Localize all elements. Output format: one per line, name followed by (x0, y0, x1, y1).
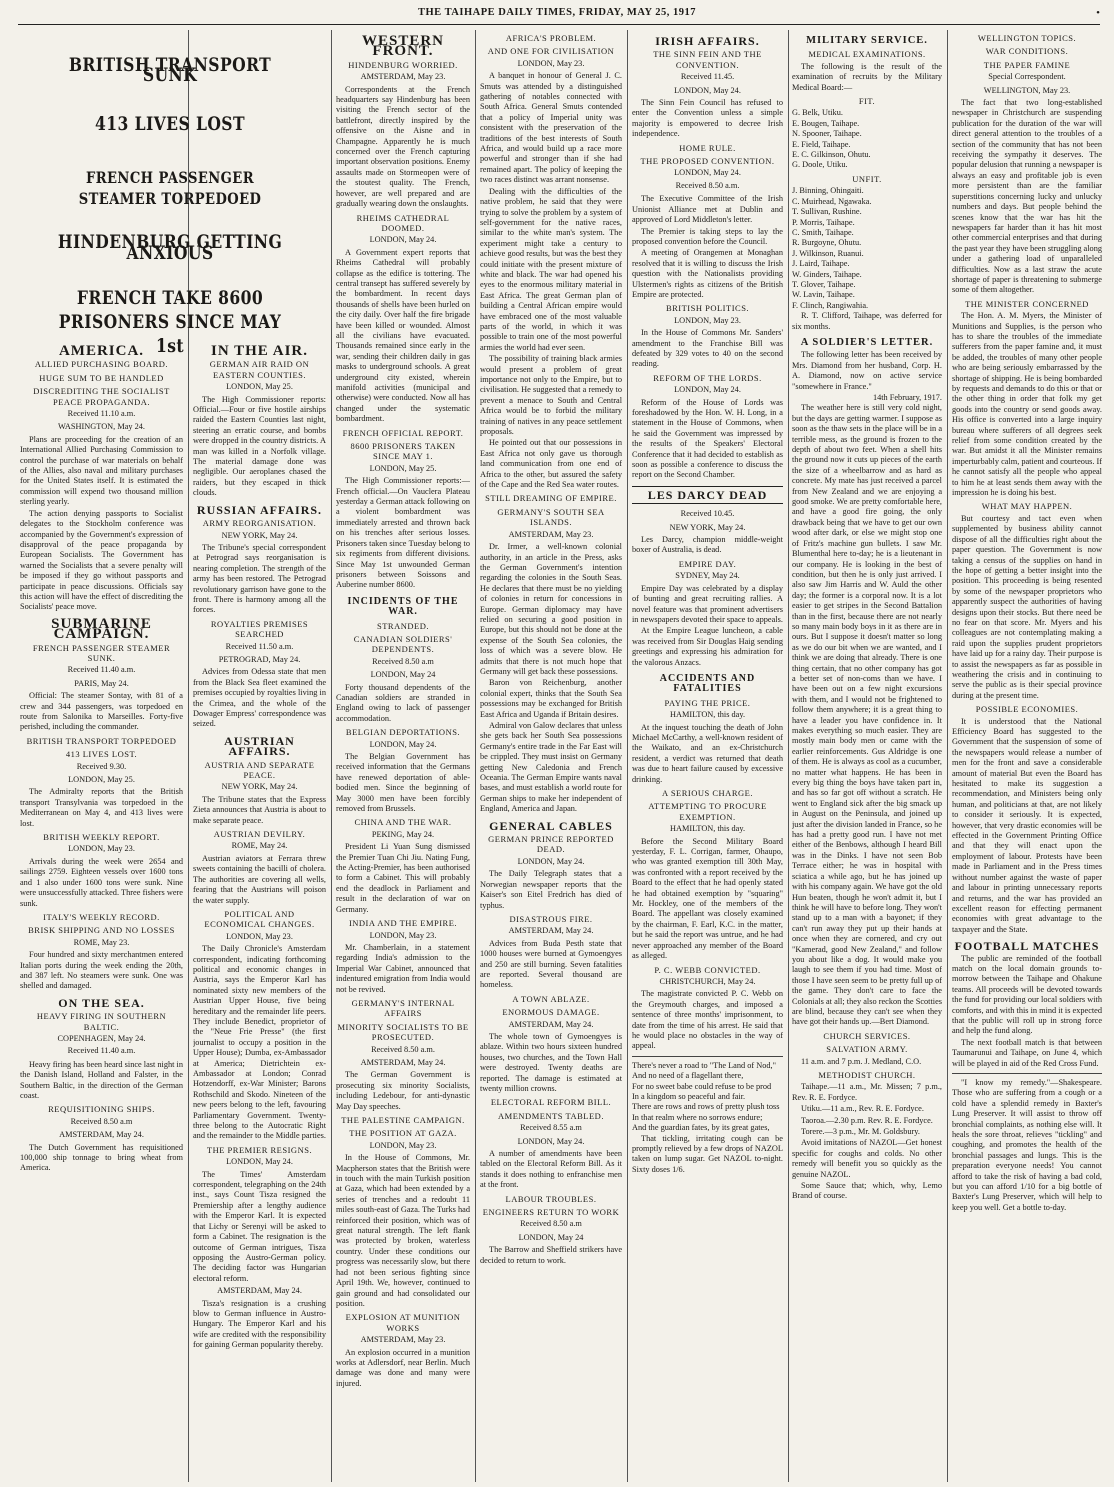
incidents-dateline: LONDON, May 24 (370, 670, 436, 680)
cables-sub2: DISASTROUS FIRE. (509, 913, 593, 924)
wellington-dateline: WELLINGTON, May 23. (983, 85, 1071, 95)
incidents-dateline2: LONDON, May 24. (369, 739, 437, 749)
incidents-p5: The German Government is prosecuting six minority Socialists, including Ledebour, for anti-dynastic May Day speeches. (336, 1070, 470, 1111)
sea-received2: Received 8.50 a.m (70, 1116, 133, 1126)
submarine-sub6: BRISK SHIPPING AND NO LOSSES (28, 925, 175, 936)
church-p6: Avoid imitations of NAZOL—Get honest specific for coughs and colds. No other remedy will benefit you so quickly as the genuine NAZOL. (792, 1138, 942, 1179)
unfit-item: J. Wilkinson, Ruanui. (792, 248, 864, 258)
austrian-sub2: AUSTRIAN DEVILRY. (213, 829, 306, 840)
africa-p2: Dealing with the difficulties of the native problem, he said that they were trying to solve the problem by a system of self-government for the native races, similar to the white man's system. The experiment might take a century to achieve good results, but was the best they could initiate with the present mixture of white and black. The war had opened his eyes to the enormous military material in East Africa. The great German plan of building a Central African empire would have embraced one of the most valuable parts of the world, in which it was possible to train one of the most powerful armies the world had ever seen. (480, 186, 622, 352)
africa-dateline: LONDON, May 23. (517, 58, 585, 68)
irish-p4: A meeting of Orangemen at Monaghan resolved that it is willing to discuss the Irish question with the Nationalists providing Ulstermen's rights as citizens of the British Empire are protected. (632, 248, 783, 299)
irish-p3: The Premier is taking steps to lay the proposed convention before the Council. (632, 226, 783, 246)
sea-received: Received 11.40 a.m. (67, 1046, 136, 1056)
column-rule (475, 30, 476, 1482)
incidents-dateline5: AMSTERDAM, May 24. (360, 1057, 446, 1067)
football-p2: The next football match is that between Taumarunui and Taihape, on June 4, which will be played in aid of the Red Cross Fund. (952, 1037, 1102, 1068)
masthead-title: THE TAIHAPE DAILY TIMES, FRIDAY, MAY 25, 1917 (417, 7, 697, 18)
accidents-p1: At the inquest touching the death of John Michael McCarthy, a well-known resident of the Waikato, and an ex-Christchurch resident, a verdict was returned that death was due to heart failure caused by excessive drinking. (632, 722, 783, 784)
poem-line-3: For no sweet babe could refuse to be prod (632, 1081, 772, 1091)
fit-item: G. Belk, Utiku. (792, 108, 843, 118)
western-dateline3: LONDON, May 25. (369, 463, 437, 473)
austrian-dateline4: LONDON, May 24. (226, 1157, 293, 1167)
irish-dateline: LONDON, May 24. (674, 85, 741, 95)
austrian-dateline: NEW YORK, May 24. (221, 782, 298, 792)
cables-p5: The Barrow and Sheffield strikers have decided to return to work. (480, 1245, 622, 1265)
austrian-p4: The Times' Amsterdam correspondent, telegraphing on the 24th inst., says Count Tisza resigned the Premiership after a lengthy audience with the Emperor Karl. It is expected that Lichy or Serenyi will be asked to form a Cabinet. The resignation is the outcome of German intrigues, Tisza opposing the Austro-German policy. The deciding factor was Hungarian electoral reform. (193, 1169, 326, 1283)
cables-p3: The whole town of Gymoengyes is ablaze. Within two hours sixteen hundred houses, two churches, and the Town Hall were destroyed. Twenty deaths are reported. The damage is estimated at twenty million crowns. (480, 1031, 622, 1093)
accidents-sub4: P. C. WEBB CONVICTED. (654, 964, 761, 975)
column-2 (193, 340, 326, 1482)
africa-heading: AFRICA'S PROBLEM. (505, 33, 597, 43)
unfit-heading: UNFIT. (852, 173, 882, 184)
irish-heading: IRISH AFFAIRS. (655, 34, 760, 48)
incidents-sub8: THE PALESTINE CAMPAIGN. (341, 1115, 465, 1125)
cables-p4: A number of amendments have been tabled on the Electoral Reform Bill. As it stands it does nothing to enfranchise men at the front. (480, 1149, 622, 1190)
accidents-sub1: PAYING THE PRICE. (664, 697, 751, 708)
submarine-sub3: 413 LIVES LOST. (65, 749, 138, 760)
russian-dateline2: PETROGRAD, May 24. (218, 654, 301, 664)
fit-item: N. Spooner, Taihape. (792, 129, 862, 139)
cables-received2: Received 8.50 a.m (520, 1219, 582, 1229)
church-heading: CHURCH SERVICES. (823, 1030, 911, 1041)
western-sub4: 8600 PRISONERS TAKEN SINCE MAY 1. (350, 441, 456, 462)
incidents-sub6: GERMANY'S INTERNAL AFFAIRS (351, 997, 455, 1019)
poem-line-5: There are rows and rows of pretty plush toss (632, 1102, 780, 1112)
darcy-heading: LES DARCY DEAD (647, 487, 768, 502)
military-p2: R. T. Clifford, Taihape, was deferred for six months. (792, 311, 942, 331)
western-sub1: HINDENBURG WORRIED. (348, 59, 458, 70)
darcy-dateline2: SYDNEY, May 24. (675, 571, 740, 581)
america-sub1: ALLIED PURCHASING BOARD. (34, 359, 169, 370)
page-mark: • (1096, 7, 1100, 19)
submarine-dateline: PARIS, May 24. (74, 678, 129, 688)
irish-p2: The Executive Committee of the Irish Unionist Alliance met at Dublin and approved of Lord Middleton's letter. (632, 194, 783, 225)
irish-p1: The Sinn Fein Council has refused to enter the Convention unless a simple majority is empowered to decree Irish independence. (632, 98, 783, 139)
incidents-received2: Received 8.50 a.m. (371, 1044, 435, 1054)
column-7 (952, 30, 1102, 1482)
unfit-item: T. Glover, Taihape. (792, 279, 856, 289)
cables-sub7: LABOUR TROUBLES. (505, 1193, 597, 1204)
cables-dateline5: LONDON, May 24 (518, 1232, 584, 1242)
america-heading: AMERICA. (58, 343, 145, 359)
fit-item: E. Bougen, Taihape. (792, 118, 860, 128)
incidents-sub10: EXPLOSION AT MUNITION WORKS (345, 1312, 461, 1333)
soldier-p1: The following letter has been received by Mrs. Diamond from her husband, Corp. H. A. Diamond, now on active service "somewhere in France." (792, 350, 942, 391)
church-p7: Some Sauce that; which, why, Lemo Brand of course. (792, 1181, 942, 1201)
austrian-dateline2: ROME, May 24. (231, 841, 288, 851)
russian-p1: The Tribune's special correspondent at Petrograd says reorganisation is nearing completion. The strength of the army has been restored. The Petrograd revolutionary garrison have gone to the front. There is harmony among all the forces. (193, 542, 326, 615)
incidents-dateline4: LONDON, May 23. (369, 930, 437, 940)
austrian-sub4: THE PREMIER RESIGNS. (206, 1144, 313, 1155)
wellington-sub5: WHAT MAY HAPPEN. (981, 501, 1073, 512)
headline-3: FRENCH PASSENGER STEAMER TORPEDOED (78, 168, 262, 209)
incidents-p6: In the House of Commons, Mr. Macpherson states that the British were in touch with the main Turkish position at Gaza, which had been extended by a series of trenches and a redoubt 11 miles south-east of Gaza. The Turks had reinforced their position, which was of great natural strength. The left flank was protected by broken, waterless country. Under these conditions our progress was necessarily slow, but there had not been serious fighting since April 19th. We, however, continued to gain ground and had consolidated our position. (336, 1153, 470, 1308)
irish-received: Received 11.45. (680, 72, 735, 82)
submarine-p2: The Admiralty reports that the British transport Transylvania was torpedoed in the Mediterranean on May 4, and 413 lives were lost. (20, 787, 183, 828)
western-dateline2: LONDON, May 24. (369, 235, 437, 245)
fit-item: E. Field, Taihape. (792, 139, 851, 149)
wellington-p2: The Hon. A. M. Myers, the Minister of Munitions and Supplies, is the person who has to share the troubles of the immediate sufferers from the paper famine and, it must be added, the troubles of many other people who are being seriously embarrassed by the shortage of shipping. He is being bombarded by requests and demands to do this or that or the other thing in order that folk my get goods into the country or send goods away. His office is converted into a large inquiry bureau where sufferers of all degrees seek relief from some condition created by the war. But amidst it all the Minister remains imperturbably calm, patient and courteous. If he cannot satisfy all the people who appeal to him he at least sends them away with the impression he is doing his best. (952, 311, 1102, 498)
cables-dateline2: AMSTERDAM, May 24. (508, 926, 594, 936)
accidents-dateline: HAMILTON, this day. (669, 710, 746, 720)
accidents-heading: ACCIDENTS AND FATALITIES (659, 672, 756, 695)
headline-2: 413 LIVES LOST (95, 112, 245, 135)
submarine-dateline3: LONDON, May 23. (68, 844, 135, 854)
darcy-p3: At the Empire League luncheon, a cable was received from Sir Douglas Haig sending greetings and expressing his admiration for the valorous Anzacs. (632, 626, 783, 667)
darcy-received: Received 10.45. (680, 509, 735, 519)
unfit-item: J. Binning, Ohingaiti. (792, 186, 864, 196)
accidents-dateline2: HAMILTON, this day. (669, 824, 746, 834)
headline-1: BRITISH TRANSPORT SUNK (68, 54, 272, 87)
air-p1: The High Commissioner reports: Official.—Four or five hostile airships raided the Eastern Counties last night, steering an erratic course, and bombs were dropped in the country districts. A man was killed in a Norfolk village. The material damage done was negligible. Our aeroplanes chased the raiders, but they escaped in thick clouds. (193, 394, 326, 498)
austrian-p3: The Daily Chronicle's Amsterdam correspondent, indicating forthcoming political and economic changes in Austria, says the Emperor Karl has nominated sixty new members of the Austrian Upper House, five being hereditary and the remainder life peers. They include Benedict, proprietor of the "Neue Frie Presse" (the first journalist to occupy a position in the Upper House); Dumba, ex-Ambassador at America; Dietrichtein ex-Ambassador at London; Conrad Hotzendorff, ex-War Minister; Barons Rothschild and Skodo. Nineteen of the new peers belong to the left, favouring Parliamentary Government. Twenty-three belong to the Autocratic Right and the remainder to the Middle parties. (193, 944, 326, 1141)
sea-sub2: REQUISITIONING SHIPS. (48, 1104, 155, 1115)
austrian-heading: AUSTRIAN AFFAIRS. (224, 733, 295, 759)
incidents-sub3: BELGIAN DEPORTATIONS. (345, 727, 461, 738)
church-p5: Torere.—3 p.m., Mr. M. Goldsbury. (801, 1127, 920, 1137)
air-sub1: GERMAN AIR RAID ON EASTERN COUNTIES. (209, 359, 310, 380)
unfit-item: R. Burgoyne, Ohutu. (792, 238, 862, 248)
poem-line-4: In a kingdom so peaceful and fair. (632, 1091, 746, 1101)
darcy-p2: Empire Day was celebrated by a display of bunting and great recruiting rallies. A novel feature was that prominent advertisers in newspapers devoted their space to appeals. (632, 583, 783, 624)
cables-heading: GENERAL CABLES (489, 818, 613, 833)
incidents-dateline6: LONDON, May 23. (369, 1140, 437, 1150)
africa-p1: A banquet in honour of General J. C. Smuts was attended by a distinguished gathering of notables connected with South Africa. General Smuts contended that a policy of Imperial unity was consistent with the preservation of the traditions of the best interests of South Africa, and would build up a race more powerful and stronger than if she had remained apart. The policy of keeping the two races distinct was arrant nonsense. (480, 71, 622, 185)
unfit-item: C. Smith, Taihape. (792, 227, 854, 237)
incidents-sub9: THE POSITION AT GAZA. (349, 1128, 457, 1139)
air-heading: IN THE AIR. (210, 343, 308, 359)
austrian-p1: The Tribune states that the Express Zieta announces that Austria is about to make separate peace. (193, 794, 326, 825)
austrian-p2: Austrian aviators at Ferrara threw sweets containing the bacilli of cholera. The authorities are covering all wells, fearing that the Austrians will poison the water supply. (193, 853, 326, 905)
submarine-received2: Received 9.30. (76, 761, 127, 771)
incidents-sub4: CHINA AND THE WAR. (354, 817, 452, 828)
poem-line-1: There's never a road to "The Land of Nod," (632, 1060, 776, 1070)
austrian-dateline3: LONDON, May 23. (226, 931, 293, 941)
incidents-p2: The Belgian Government has received information that the Germans have renewed deportation of able-bodied men. Since the beginning of May 3000 men have been forcibly removed from Brussels. (336, 752, 470, 814)
military-p1: The following is the result of the examination of recruits by the Military Medical Board:— (792, 61, 942, 92)
irish-received2: Received 8.50 a.m. (675, 180, 740, 190)
headline-5: FRENCH TAKE 8600 PRISONERS SINCE MAY 1st (58, 287, 282, 358)
soldier-date: 14th February, 1917. (872, 393, 942, 402)
cables-received: Received 8.55 a.m (520, 1123, 582, 1133)
cables-dateline4: LONDON, May 24. (517, 1136, 585, 1146)
africa-p5: Dr. Irmer, a well-known colonial authority, in an article in the Press, asks the German Government's intention regarding the colonies in the South Seas. He declares that there must be no yielding of colonies in return for concessions in Europe. German diplomacy may have relied on securing a good position in Europe, but this should not be done at the expense of the South Sea colonies, the loss of which was a severe blow. He admits that there is not much hope that Germany will get back these possessions. (480, 542, 622, 676)
cables-sub8: ENGINEERS RETURN TO WORK (482, 1207, 620, 1218)
western-dateline: AMSTERDAM, May 23. (360, 72, 446, 82)
sea-heading: ON THE SEA. (58, 995, 145, 1010)
unfit-item: J. Laird, Taihape. (792, 259, 850, 269)
africa-p6: Baron von Reichenburg, another colonial expert, thinks that the South Sea possessions may be exchanged for British East Africa and Uganda if Britain desires. (480, 678, 622, 719)
submarine-sub5: ITALY'S WEEKLY RECORD. (43, 911, 160, 922)
austrian-p5: Tisza's resignation is a crushing blow to German influence in Austro-Hungary. The Emperor Karl and his wife are credited with the responsibility for gaining German popularity thereby. (193, 1298, 326, 1350)
column-rule (627, 30, 628, 1482)
accidents-p2: Before the Second Military Board yesterday, F. L. Corrigan, farmer, Ohaupo, who was granted exemption till 30th May, was confronted with a report received by the Board to the effect that he had openly stated he had obtained exemption by "squaring" Mr. Hockley, one of the members of the Board. The appellant was closely examined by the chairman, F. Earl, K.C. in the matter, but he said the report was untrue, and he had never approached any member of the Board as alleged. (632, 836, 783, 961)
sea-p1: Heavy firing has been heard since last night in the Danish Island, Holland and Falster, in the Southern Baltic, in the direction of the German coast. (20, 1059, 183, 1100)
column-rule (947, 30, 948, 1482)
incidents-dateline7: AMSTERDAM, May 23. (360, 1335, 446, 1345)
cables-sub3: A TOWN ABLAZE. (512, 993, 590, 1004)
masthead-rule (18, 24, 1100, 25)
sea-dateline: COPENHAGEN, May 24. (57, 1033, 146, 1043)
cables-dateline: LONDON, May 24. (517, 856, 585, 866)
incidents-sub5: INDIA AND THE EMPIRE. (348, 918, 458, 929)
irish-sub2: HOME RULE. (679, 142, 736, 153)
africa-dateline2: AMSTERDAM, May 23. (508, 529, 594, 539)
austrian-sub3: POLITICAL AND ECONOMICAL CHANGES. (204, 908, 315, 930)
incidents-p7: An explosion occurred in a munition works at Adlersdorf, near Berlin. Much damage was done and many were injured. (336, 1347, 470, 1388)
politics-sub1: REFORM OF THE LORDS. (653, 372, 762, 383)
column-rule (331, 30, 332, 1482)
submarine-dateline4: ROME, May 23. (73, 937, 130, 947)
military-heading: MILITARY SERVICE. (806, 35, 928, 46)
america-sub3: DISCREDITING THE SOCIALIST PEACE PROPAGANDA. (33, 386, 170, 407)
darcy-dateline: NEW YORK, May 24. (669, 522, 746, 532)
politics-dateline2: LONDON, May 24. (674, 385, 741, 395)
austrian-dateline5: AMSTERDAM, May 24. (217, 1286, 302, 1296)
unfit-item: W. Ginders, Taihape. (792, 269, 862, 279)
wellington-p3: But courtesy and tact even when supplemented by business ability cannot dispose of all the difficulties right about the paper question. The Government is now taking a census of the supplies on hand in the hope of getting a better insight into the position. This proceeding is being resented by some of the newspaper proprietors who apparently suspect the authorities of having designs upon their stocks. But there need be no fear on that score. Mr. Myers and his colleagues are not contemplating making a raid upon the supplies prudent proprietors have laid up for a rainy day. Their purpose is to assist the newspapers as far as possible in weathering the crisis and in continuing to serve the public as is their special province during at the present time. (952, 513, 1102, 700)
america-dateline: WASHINGTON, May 24. (58, 422, 145, 432)
western-sub2: RHEIMS CATHEDRAL DOOMED. (356, 212, 450, 233)
russian-p2: Advices from Odessa state that men from the Black Sea fleet examined the premises occupied by royalties living in the Crimea, and the whole of the Dowager Empress' correspondence was seized. (193, 667, 326, 729)
africa-p7: Admiral von Galow declares that unless she gets back her South Sea possessions Germany's entire trade in the Far East will be crippled. They must insist on Germany getting New Caledonia and French Oceania. The German Empire wants naval bases, and must establish a world route for German ships to make her independent of England, America and Japan. (480, 721, 622, 814)
incidents-heading: INCIDENTS OF THE WAR. (347, 595, 459, 618)
poem-line-7: And the guardian fates, by its great gates, (632, 1123, 770, 1133)
church-p2: Taihape.—11 a.m., Mr. Missen; 7 p.m., Rev. R. E. Fordyce. (792, 1082, 942, 1102)
austrian-sub1: AUSTRIA AND SEPARATE PEACE. (204, 759, 315, 781)
africa-sub2: STILL DREAMING OF EMPIRE. (485, 493, 617, 504)
incidents-received: Received 8.50 a.m (372, 656, 434, 666)
football-heading: FOOTBALL MATCHES (954, 939, 1100, 954)
unfit-item: T. Sullivan, Rushine. (792, 207, 862, 217)
incidents-dateline3: PEKING, May 24. (371, 829, 435, 839)
church-p1: 11 a.m. and 7 p.m. J. Medland, C.O. (801, 1056, 922, 1066)
poem-line-6: In that realm where no sorrows endure; (632, 1112, 763, 1122)
church-sub1: SALVATION ARMY. (826, 1044, 908, 1055)
accidents-sub3: ATTEMPTING TO PROCURE EXEMPTION. (648, 801, 767, 822)
accidents-p3: The magistrate convicted P. C. Webb on the Greymouth charges, and imposed a sentence of three months' imprisonment, to date from the time of his arrest. He said that he would place no obstacles in the way of appeal. (632, 989, 783, 1051)
cables-sub5: ELECTORAL REFORM BILL. (490, 1097, 612, 1108)
sea-p2: The Dutch Government has requisitioned 100,000 ship tonnage to bring wheat from America. (20, 1142, 183, 1173)
darcy-p1: Les Darcy, champion middle-weight boxer of Australia, is dead. (632, 535, 783, 555)
headline-4: HINDENBURG GETTING ANXIOUS (57, 231, 283, 264)
america-sub2: HUGE SUM TO BE HANDLED (39, 372, 164, 383)
masthead (0, 0, 1114, 26)
cables-sub6: AMENDMENTS TABLED. (498, 1110, 604, 1121)
poem-line-2: And no need of a flagellant there, (632, 1071, 744, 1081)
column-rule (788, 30, 789, 1482)
africa-sub1: AND ONE FOR CIVILISATION (487, 46, 615, 57)
wellington-sub6: POSSIBLE ECONOMIES. (975, 704, 1079, 715)
russian-received: Received 11.50 a.m. (225, 641, 294, 651)
politics-dateline: LONDON, May 23. (674, 315, 741, 325)
submarine-heading: SUBMARINE CAMPAIGN. (51, 615, 152, 643)
russian-heading: RUSSIAN AFFAIRS. (196, 502, 323, 517)
wellington-heading: WELLINGTON TOPICS. (977, 33, 1077, 43)
soldier-heading: A SOLDIER'S LETTER. (800, 336, 934, 348)
america-p2: The action denying passports to Socialist delegates to the Stockholm conference was accompanied by the Government's expression of disapproval of the peace propaganda by European Socialists. The Government has warned the Socialists that a severe penalty will be imposed if they go without passports and participate in peace discussions. Officials say this action will have the effect of discrediting the Socialists' peace move. (20, 508, 183, 612)
western-p1: Correspondents at the French headquarters say Hindenburg has been visiting the French sector of the battlefront, directly inspired by the offensive on the Aisne and in Champagne. Apparently he is much concerned over the French capturing important observation positions. Enemy assaults made on Stormeopen were of the stoutest quality. The French, however, are well prepared and are gradually wearing down the onslaughts. (336, 84, 470, 209)
russian-dateline: NEW YORK, May 24. (221, 530, 298, 540)
submarine-p1: Official: The steamer Sontay, with 81 of a crew and 344 passengers, was torpedoed en route from Salonika to Marseilles. Forty-five perished, including the commander. (20, 691, 183, 732)
wellington-p1: The fact that two long-established newspaper in Christchurch are suspending publication for the duration of the war will direct general attention to the troubles of a section of the community that has not been receiving the sympathy it deserves. The popular delusion that running a newspaper is always an easy and profitable job is even more persistent than are the familiar superstitions concerning lucky and unlucky numbers and days. But people behind the scenes know that the war has hit the newspapers far harder than it has hit most other commercial enterprises and that during the past year they have been struggling along under a gathering load of unparalleled difficulties. Now as a last straw the acute shortage of paper is threatening to submerge some of them altogether. (952, 98, 1102, 295)
football-p1: The public are reminded of the football match on the local domain grounds to-morrow between the Taihape and Ohakune teams. All proceeds will be devoted towards the fund for providing our local soldiers with comforts, and with this in mind it is expected that the public will roll up in strong force and help the fund along. (952, 953, 1102, 1036)
cables-p2: Advices from Buda Pesth state that 1000 houses were burned at Gymoengyes and 250 are still burning. Seven fatalities are reported. Several thousand are homeless. (480, 938, 622, 990)
cables-sub4: ENORMOUS DAMAGE. (502, 1007, 600, 1018)
football-p3: "I know my remedy."—Shakespeare. Those who are suffering from a cough or a cold have a splendid remedy in Baxter's Lung Preserver. It will assist to throw off bronchial complaints, as nothing else will. It heals the sore throat, relieves "tickling" and coughing, and promotes the health of the bronchial passages and lungs. This is the preparation everyone needs! You cannot afford to take the risk of having a bad cold, but you can afford 1/10 for a big bottle of Baxter's Lung Preserver, which will help to keep you well. Get a bottle to-day. (952, 1078, 1102, 1212)
darcy-sub1: EMPIRE DAY. (678, 558, 737, 569)
unfit-item: W. Lavin, Taihape. (792, 290, 855, 300)
submarine-sub4: BRITISH WEEKLY REPORT. (43, 832, 160, 843)
africa-p4: He pointed out that our possessions in East Africa not only gave us thorough land communication from one end of Africa to the other, but assured the safety of the Cape and the Red Sea water routes. (480, 438, 622, 490)
incidents-sub2: CANADIAN SOLDIERS' DEPENDENTS. (353, 633, 453, 655)
submarine-dateline2: LONDON, May 25. (68, 775, 135, 785)
wellington-sub3: Special Correspondent. (988, 72, 1066, 82)
sea-dateline2: AMSTERDAM, May 24. (59, 1130, 144, 1140)
fit-item: G. Doole, Utiku. (792, 160, 848, 170)
accidents-sub2: A SERIOUS CHARGE. (662, 788, 753, 798)
incidents-p1: Forty thousand dependents of the Canadian soldiers are stranded in England owing to lack of passenger accommodation. (336, 682, 470, 723)
unfit-item: F. Clinch, Rangiwahia. (792, 300, 869, 310)
church-sub2: METHODIST CHURCH. (818, 1070, 916, 1080)
cables-dateline3: AMSTERDAM, May 24. (508, 1019, 594, 1029)
nazol-ad: That tickling, irritating cough can be promptly relieved by a few drops of NAZOL taken on lump sugar. Get NAZOL to-night. Sixty doses 1/6. (632, 1133, 783, 1174)
western-heading: WESTERN FRONT. (361, 33, 445, 60)
irish-sub3: THE PROPOSED CONVENTION. (640, 156, 775, 167)
soldier-p2: The weather here is still very cold night, but the days are getting warmer. I suppose as soon as the thaw sets in the place will be in a terrible mess, as the ground is frozen to the depth of about two feet. When a shell hits the ground now it cuts up pieces of the earth the size of a wheelbarrow and as hard as concrete. My mate has just received a parcel from New Zealand and we are enjoying a good smoke. We are pretty comfortable here, and have a good fire going, the only drawback being that we have to get our own wood after dark, or else we might stop one of Fritz's machine gun bullets. I saw Mr. Blumenthal here to-day; he is a lieutenant in our company. He is looking in the best of condition, but then he is only just arrived. I also saw Jim Harris and W. Auld the other day; the former is a corporal now. It is a lot easier to get stripes in the Second Battalion than in the first, because there are not nearly so many main body boys in it as there are in ours. But I suppose it doesn't matter so long as we do our bit when we are wanted, and I think we are doing that already. There is one thing certain, that no other company has got a better set of non-coms than we have. I have been out on a few night excursions with them, and I would not be frightened to follow them anywhere; it is a great thing to have a leader you have confidence in. It makes everything so much easier. They are mostly main body men or came with the earlier reinforcements. Gus Aldridge is one of them. He is always as cool as a cucumber, no matter what happens. He has been in every big thing the boys have taken part in, and has so far got off without a scratch. He went to England sick after the big smack up in August on the Peninsula, and joined up just after the division landed in France, so he has had a pretty good run. I have not met either of the Benbows, although I heard Bill was in the Dinks. I have not seen Bob Terrace either; he was in hospital with sciatica a while ago, but he has joined up with his company again. We have got the old Hun beaten, though he won't admit it, but I think he will have to before long. They won't stand up to a man with a bayonet; if they can't run away they put up their hands at once when they are cornered, and cry out "Kamerad, good New Zealand," and follow you about like a dog. It would make you laugh to see them if you had time. Most of those I have seen seem to be pretty full up of the game. They don't care to face the Colonials at all; they also reckon the Scotties are blind, because they can't see when they have got their hands up.—Bert Diamond. (792, 403, 942, 1027)
africa-p3: The possibility of training black armies would present a problem of great importance not only to the Empire, but to civilisation. He suggested that a remedy to prevent a menace to South and Central Africa would be to forbid the military training of natives in any peace settlement proposals. (480, 354, 622, 437)
western-sub3: FRENCH OFFICIAL REPORT. (342, 427, 464, 438)
unfit-item: P. Morris, Taihape. (792, 217, 855, 227)
submarine-p3: Arrivals during the week were 2654 and sailings 2759. Eighteen vessels over 1600 tons and 1 also under 1600 tons were sunk. Nine were unsuccessfully attacked. Three fishers were sunk. (20, 856, 183, 908)
western-p3: The High Commissioner reports:— French official.—On Vauclera Plateau yesterday a German attack following on a violent bombardment was immediately arrested and thrown back on his trenches after serious losses. Prisoners taken since Tuesday belong to six regiments from different divisions. Since May 1st unwounded German prisoners between Soissons and Auberine number 8600. (336, 476, 470, 590)
irish-sub1: THE SINN FEIN AND THE CONVENTION. (653, 49, 762, 70)
sea-sub1: HEAVY FIRING IN SOUTHERN BALTIC. (36, 1011, 167, 1032)
submarine-received: Received 11.40 a.m. (67, 665, 136, 675)
column-6 (792, 30, 942, 1482)
wellington-p4: It is understood that the National Efficiency Board has suggested to the Government that the suspension of some of the newspapers would release a number of men for the front and save a considerable amount of material But even the Board has hesitated to make its suggestion a recommendation, and Ministers being only human, and politicians at that, are not likely to consider it seriously. It is expected, however, that very drastic economies will be effected in the Government Printing Office and that they will enact upon the employment of labour. Protests have been made in Parliament and in the Press times without number against the waste of paper and labour in printing unnecessary reports and returns, and the war has provided an excellent reason for effecting permanent economies with great advantage to the taxpayer and the State. (952, 716, 1102, 934)
church-p4: Taoroa.—2.30 p.m. Rev. R. E. Fordyce. (801, 1115, 933, 1125)
incidents-p3: President Li Yuan Sung dismissed the Premier Tuan Chi Jiu. Nating Fung, the Acting-Premier, has been authorised to form a Cabinet. This will probably end the deadlock in Parliament and result in the declaration of war on Germany. (336, 842, 470, 914)
column-4 (480, 30, 622, 1482)
fit-item: E. C. Gilkinson, Ohutu. (792, 150, 871, 160)
america-p1: Plans are proceeding for the creation of an International Allied Purchasing Commission to control the purchase of war materials on behalf of the Allies, also naval and military purchases for the United States itself. It is estimated the commission will expend two thousand million sterling yearly. (20, 434, 183, 507)
politics-heading: BRITISH POLITICS. (665, 303, 750, 314)
unfit-item: C. Muirhead, Ngawaka. (792, 196, 872, 206)
politics-p2: Reform of the House of Lords was foreshadowed by the Hon. W. H. Long, in a statement in the House of Commons, when he said the Government was impressed by the results of the Speakers' Electoral Conference that it had decided to establish as soon as possible a conference to discuss the report on the Second Chamber. (632, 397, 783, 480)
church-p3: Utiku.—11 a.m., Rev. R. E. Fordyce. (801, 1104, 924, 1114)
submarine-p4: Four hundred and sixty merchantmen entered Italian ports during the week ending the 20th, and 387 left. No steamers were sunk. One was shelled and damaged. (20, 950, 183, 991)
accidents-dateline3: CHRISTCHURCH, May 24. (659, 976, 756, 986)
incidents-sub1: STRANDED. (377, 620, 429, 631)
western-p2: A Government expert reports that Rheims Cathedral will probably collapse as the edifice is tottering. The central transept has suffered severely by the bombardment. In recent days thousands of shells have been hurled on the city daily. Over half the fire brigade have been killed or wounded. Almost all the civilians have evacuated. Thousands remained since early in the war, sending their children daily in gas masks to underground schools. A great underground city existed, wherein manifold activities (municipal and otherwise) were conducted. Now all has changed under the systematic bombardment. (336, 247, 470, 424)
incidents-sub7: MINORITY SOCIALISTS TO BE PROSECUTED. (337, 1021, 469, 1043)
wellington-sub4: THE MINISTER CONCERNED (965, 298, 1089, 309)
irish-dateline2: LONDON, May 24. (674, 168, 741, 178)
air-dateline: LONDON, May 25. (226, 382, 293, 392)
america-received: Received 11.10 a.m. (67, 409, 136, 419)
column-3 (336, 30, 470, 1482)
incidents-p4: Mr. Chamberlain, in a statement regarding India's admission to the Imperial War Cabinet, announced that indentured emigration from India would not be revived. (336, 942, 470, 994)
submarine-sub2: BRITISH TRANSPORT TORPEDOED (26, 735, 177, 746)
wellington-sub2: THE PAPER FAMINE (983, 59, 1071, 70)
wellington-sub1: WAR CONDITIONS. (985, 46, 1069, 57)
africa-sub3: GERMANY'S SOUTH SEA ISLANDS. (497, 506, 605, 528)
russian-sub2: ROYALTIES PREMISES SEARCHED (210, 618, 309, 640)
cables-sub1: GERMAN PRINCE REPORTED DEAD. (488, 834, 614, 855)
politics-p1: In the House of Commons Mr. Sanders' amendment to the Franchise Bill was defeated by 329 votes to 40 on the second reading. (632, 328, 783, 369)
russian-sub1: ARMY REORGANISATION. (202, 518, 317, 529)
column-1-body (20, 340, 183, 1482)
submarine-sub1: FRENCH PASSENGER STEAMER SUNK. (32, 642, 171, 663)
fit-heading: FIT. (858, 96, 876, 107)
cables-p1: The Daily Telegraph states that a Norwegian newspaper reports that the Kaiser's son Eitel Fredrich has died of typhus. (480, 869, 622, 910)
military-sub1: MEDICAL EXAMINATIONS. (808, 49, 926, 60)
column-5 (632, 30, 783, 1482)
